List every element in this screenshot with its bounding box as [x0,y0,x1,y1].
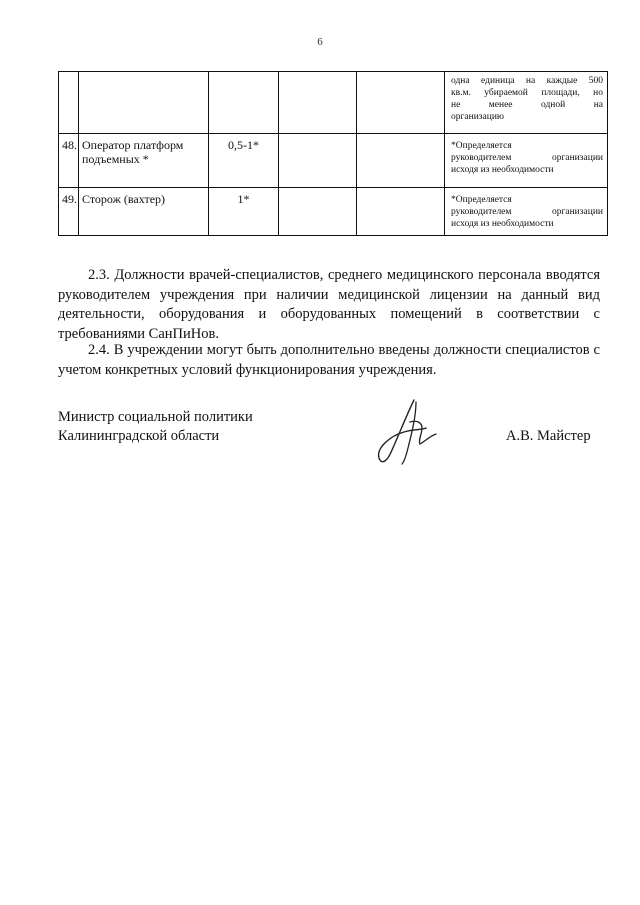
note-line: одна единица на каждые 500 [451,76,603,86]
position-name: Оператор платформ подъемных * [79,134,209,188]
row-number: 49. [59,188,79,236]
table-row [59,72,608,134]
row-number [59,72,79,134]
paragraph-2-3: 2.3. Должности врачей-специалистов, среднего медицинского персонала вводятся руководителем учреждения при наличии медицинской лицензии на данный вид деятельности, оборудования и оборудованных помещений в соответствии с требованиями СанПиНов. [58,267,600,342]
handwritten-signature [370,392,450,472]
signer-title-line: Министр социальной политики [58,409,253,425]
note-line: исходя из необходимости [451,165,554,175]
empty-cell [357,72,445,134]
note-line: организацию [451,112,505,122]
note-line: кв.м. убираемой площади, но [451,88,603,98]
staff-rate: 1* [209,188,279,236]
table-row [59,134,608,188]
note-cell [445,188,608,236]
note-line: исходя из необходимости [451,219,554,229]
staff-rate [209,72,279,134]
staff-rate: 0,5-1* [209,134,279,188]
note-cell [445,134,608,188]
signer-name: А.В. Майстер [506,428,591,444]
empty-cell [357,134,445,188]
staff-table [58,71,608,236]
position-name [79,72,209,134]
paragraph-2-4: 2.4. В учреждении могут быть дополнительно введены должности специалистов с учетом конкретных условий функционирования учреждения. [58,342,600,378]
page-number: 6 [317,36,323,48]
empty-cell [279,72,357,134]
note-cell [445,72,608,134]
position-name: Сторож (вахтер) [79,188,209,236]
note-line: не менее одной на [451,100,603,110]
note-line: *Определяется [451,195,512,205]
note-line: *Определяется [451,141,512,151]
empty-cell [279,188,357,236]
empty-cell [279,134,357,188]
table-row [59,188,608,236]
row-number: 48. [59,134,79,188]
signer-title-line: Калининградской области [58,428,220,444]
note-line: руководителем организации [451,153,603,163]
empty-cell [357,188,445,236]
note-line: руководителем организации [451,207,603,217]
signer-title [58,408,253,446]
